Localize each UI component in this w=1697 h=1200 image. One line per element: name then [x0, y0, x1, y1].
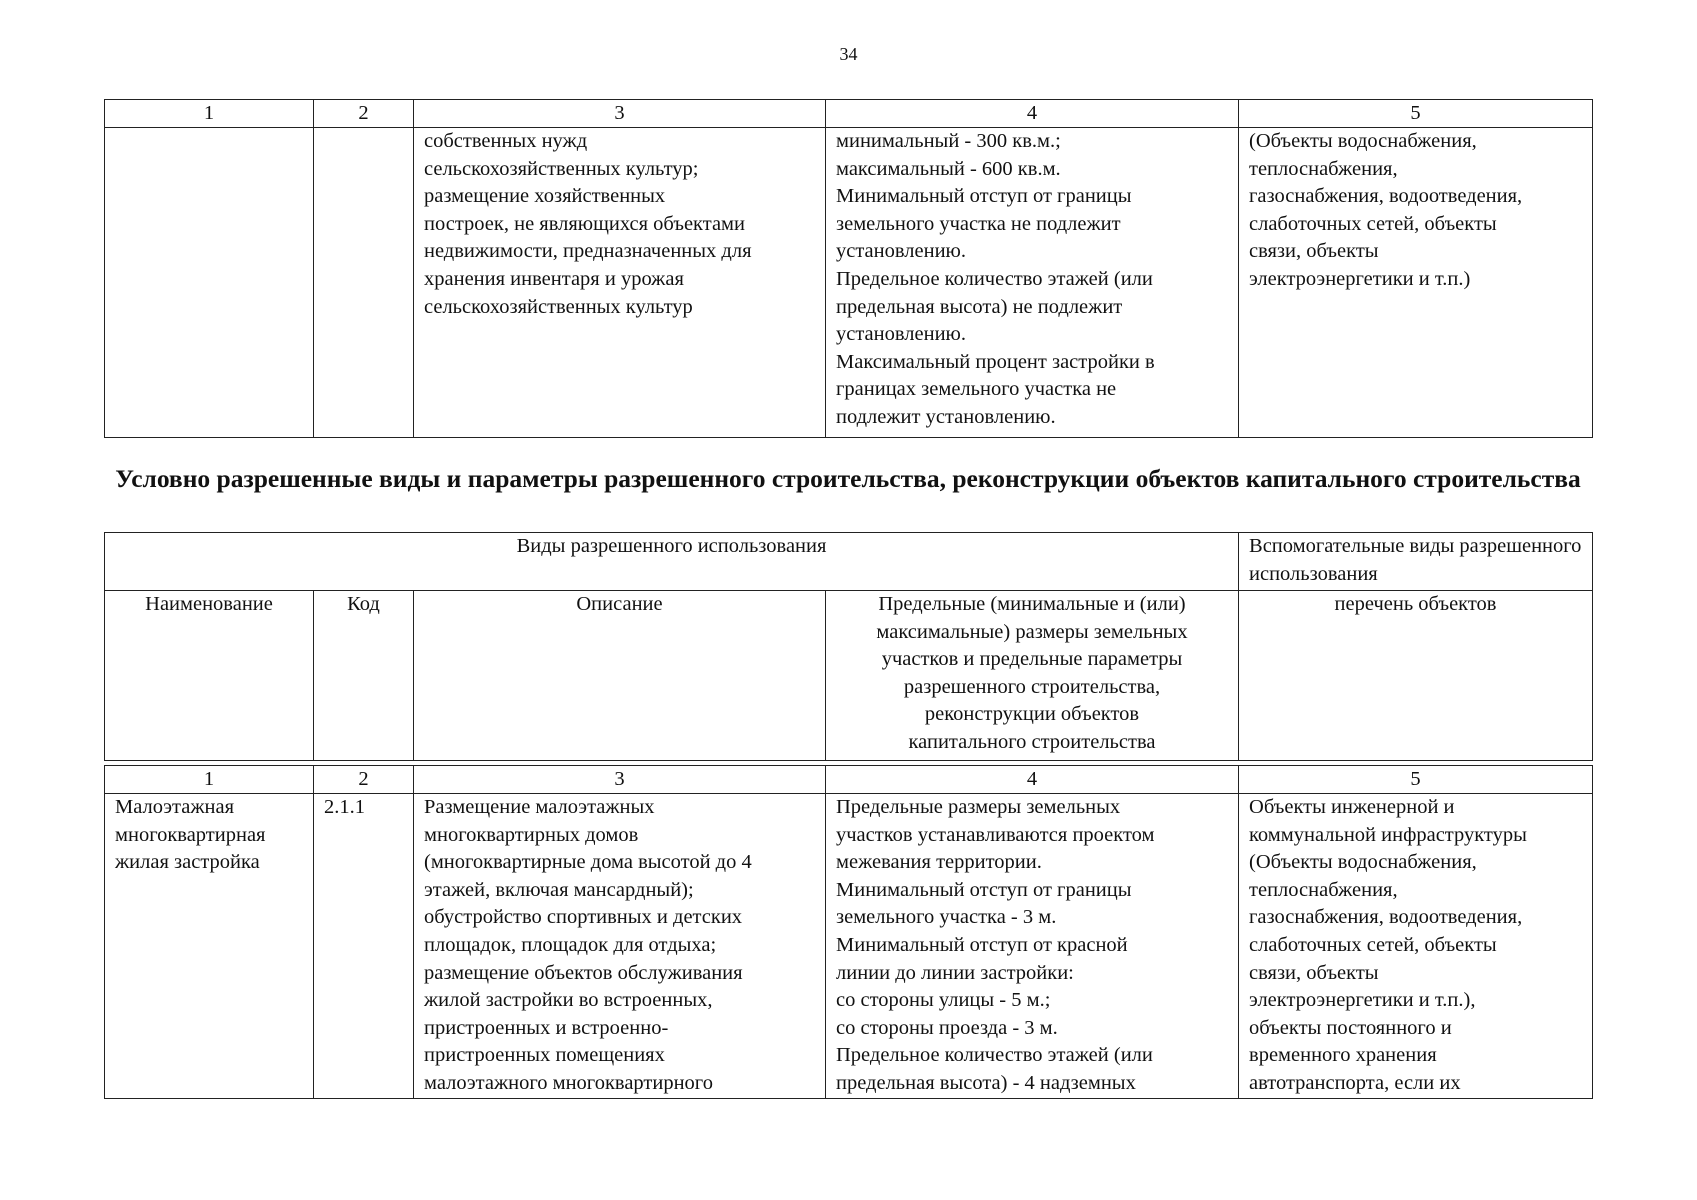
column-number: 2 — [314, 100, 414, 128]
column-number: 2 — [314, 766, 414, 794]
column-number: 1 — [105, 766, 314, 794]
description-cell: Размещение малоэтажных многоквартирных домов (многоквартирные дома высотой до 4 этажей, включая мансардный); обустройство спортивных и детских площадок, площадок для отдыха; размещение объектов обслуживания жилой застройки во встроенных, пристроенных и встроенно- пристроенных помещениях малоэтажного многоквартирного — [414, 794, 826, 1099]
conditional-uses-table — [104, 532, 1593, 1099]
table-row — [105, 794, 1593, 1099]
column-number: 3 — [414, 766, 826, 794]
limits-cell: минимальный - 300 кв.м.; максимальный - 600 кв.м. Минимальный отступ от границы земельного участка не подлежит установлению. Предельное количество этажей (или предельная высота) не подлежит установлению. Максимальный процент застройки в границах земельного участка не подлежит установлению. — [826, 128, 1239, 438]
column-number-row — [105, 766, 1593, 794]
column-number: 4 — [826, 766, 1239, 794]
group-header-row — [105, 533, 1593, 591]
header-limits: Предельные (минимальные и (или) максимальные) размеры земельных участков и предельные параметры разрешенного строительства, реконструкции объектов капитального строительства — [826, 591, 1239, 761]
description-cell: собственных нужд сельскохозяйственных культур; размещение хозяйственных построек, не являющихся объектами недвижимости, предназначенных для хранения инвентаря и урожая сельскохозяйственных культур — [414, 128, 826, 438]
column-number: 3 — [414, 100, 826, 128]
objects-cell: (Объекты водоснабжения, теплоснабжения, газоснабжения, водоотведения, слаботочных сетей, объекты связи, объекты электроэнергетики и т.п.) — [1239, 128, 1593, 438]
continued-table — [104, 99, 1593, 438]
name-cell: Малоэтажная многоквартирная жилая застройка — [105, 794, 314, 1099]
header-code: Код — [314, 591, 414, 761]
section-title: Условно разрешенные виды и параметры разрешенного строительства, реконструкции объектов капитального строительства — [115, 464, 1581, 493]
table-row — [105, 128, 1593, 438]
limits-cell: Предельные размеры земельных участков устанавливаются проектом межевания территории. Минимальный отступ от границы земельного участка - 3 м. Минимальный отступ от красной линии до линии застройки: со стороны улицы - 5 м.; со стороны проезда - 3 м. Предельное количество этажей (или предельная высота) - 4 надземных — [826, 794, 1239, 1099]
column-header-row — [105, 591, 1593, 761]
column-number: 5 — [1239, 766, 1593, 794]
code-cell — [314, 128, 414, 438]
column-number: 1 — [105, 100, 314, 128]
column-number-row — [105, 100, 1593, 128]
column-number: 5 — [1239, 100, 1593, 128]
name-cell — [105, 128, 314, 438]
header-description: Описание — [414, 591, 826, 761]
page-number: 34 — [839, 44, 858, 64]
group-header-aux: Вспомогательные виды разрешенного использования — [1239, 533, 1593, 591]
group-header-main: Виды разрешенного использования — [105, 533, 1239, 591]
objects-cell: Объекты инженерной и коммунальной инфраструктуры (Объекты водоснабжения, теплоснабжения, газоснабжения, водоотведения, слаботочных сетей, объекты связи, объекты электроэнергетики и т.п.), объекты постоянного и временного хранения автотранспорта, если их — [1239, 794, 1593, 1099]
header-objects: перечень объектов — [1239, 591, 1593, 761]
header-name: Наименование — [105, 591, 314, 761]
code-cell: 2.1.1 — [314, 794, 414, 1099]
column-number: 4 — [826, 100, 1239, 128]
